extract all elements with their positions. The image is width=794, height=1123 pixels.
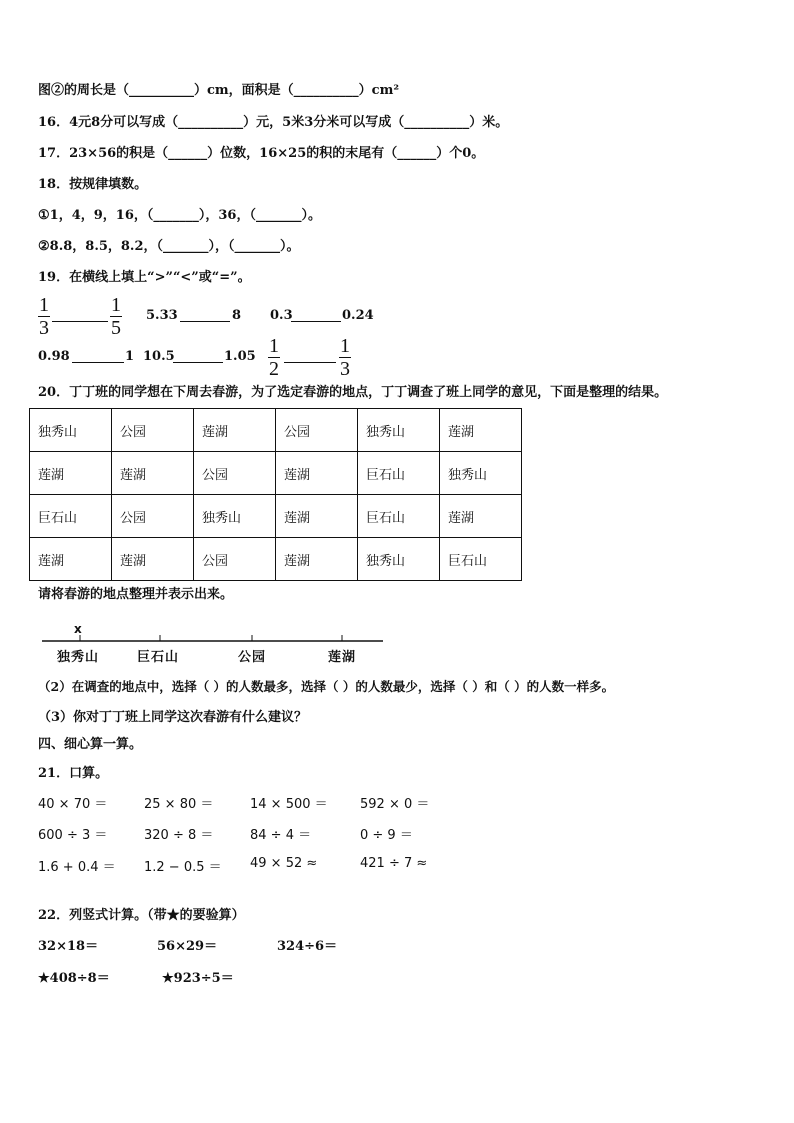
survey-cell: 独秀山 — [30, 409, 112, 452]
answer-blank[interactable] — [291, 321, 341, 322]
compare-right-1: 1 — [125, 349, 135, 364]
survey-cell: 独秀山 — [440, 452, 522, 495]
compare-right-1-05: 1.05 — [224, 349, 256, 364]
survey-cell: 公园 — [276, 409, 358, 452]
question-figure2: 图②的周长是（__________）cm，面积是（__________）cm² — [38, 83, 400, 98]
answer-blank[interactable] — [284, 362, 336, 363]
fraction-1-3b — [339, 336, 351, 379]
question-18-line2: ②8.8，8.5，8.2，（_______），（_______）。 — [38, 239, 300, 254]
mental-math-item: 1.6 + 0.4 ＝ — [38, 860, 116, 875]
survey-cell: 独秀山 — [358, 409, 440, 452]
numerator: 1 — [340, 335, 350, 357]
survey-cell: 巨石山 — [30, 495, 112, 538]
mental-math-item: 40 × 70 ＝ — [38, 797, 108, 812]
survey-cell: 莲湖 — [276, 538, 358, 581]
survey-cell: 莲湖 — [194, 409, 276, 452]
answer-blank[interactable] — [52, 321, 108, 322]
calc-324div6: 324÷6＝ — [277, 939, 338, 954]
fraction-1-5 — [110, 295, 122, 338]
denominator: 3 — [340, 358, 350, 380]
mental-math-item: 49 × 52 ≈ — [250, 856, 318, 871]
survey-cell: 公园 — [112, 409, 194, 452]
mental-math-item: 14 × 500 ＝ — [250, 797, 328, 812]
survey-cell: 莲湖 — [30, 452, 112, 495]
answer-blank[interactable] — [173, 362, 223, 363]
question-20-sub3: （3）你对丁丁班上同学这次春游有什么建议？ — [38, 710, 308, 725]
compare-left-0-3: 0.3 — [270, 308, 293, 323]
survey-cell: 独秀山 — [194, 495, 276, 538]
denominator: 2 — [269, 358, 279, 380]
mental-math-item: 592 × 0 ＝ — [360, 797, 430, 812]
question-20-sub2: （2）在调查的地点中，选择（ ）的人数最多，选择（ ）的人数最少，选择（ ）和（ ）的人数一样多。 — [38, 679, 615, 694]
compare-left-5-33: 5.33 — [146, 308, 178, 323]
survey-cell: 公园 — [112, 495, 194, 538]
answer-blank[interactable] — [72, 362, 124, 363]
fraction-1-3 — [38, 295, 50, 338]
question-21-title: 21．口算。 — [38, 766, 109, 781]
calc-408div8: ★408÷8＝ — [38, 971, 110, 986]
numerator: 1 — [269, 335, 279, 357]
mental-math-item: 0 ÷ 9 ＝ — [360, 828, 413, 843]
compare-right-0-24: 0.24 — [342, 308, 374, 323]
question-17: 17．23×56的积是（______）位数，16×25的积的末尾有（______）个0。 — [38, 146, 485, 161]
axis-label-lianhu: 莲湖 — [328, 650, 357, 665]
survey-cell: 公园 — [194, 538, 276, 581]
question-20-instruction: 请将春游的地点整理并表示出来。 — [38, 587, 234, 602]
survey-cell: 莲湖 — [440, 409, 522, 452]
calc-32x18: 32×18＝ — [38, 939, 99, 954]
denominator: 3 — [39, 317, 49, 339]
fraction-1-2 — [268, 336, 280, 379]
mental-math-item: 84 ÷ 4 ＝ — [250, 828, 312, 843]
survey-table — [29, 408, 522, 581]
mental-math-item: 600 ÷ 3 ＝ — [38, 828, 108, 843]
mental-math-item: 1.2 − 0.5 ＝ — [144, 860, 222, 875]
calc-56x29: 56×29＝ — [157, 939, 218, 954]
survey-row — [30, 538, 522, 581]
axis-label-jushishan: 巨石山 — [137, 650, 180, 665]
survey-cell: 独秀山 — [358, 538, 440, 581]
section-4-heading: 四、细心算一算。 — [38, 737, 143, 752]
answer-blank[interactable] — [180, 321, 230, 322]
question-22-title: 22．列竖式计算。（带★的要验算） — [38, 908, 245, 923]
compare-right-8: 8 — [232, 308, 242, 323]
question-19-title: 19．在横线上填上“>”“<”或“=”。 — [38, 270, 251, 285]
numerator: 1 — [39, 294, 49, 316]
mental-math-item: 421 ÷ 7 ≈ — [360, 856, 428, 871]
axis-label-dushan: 独秀山 — [57, 650, 100, 665]
question-18-line1: ①1，4，9，16，（_______），36，（_______）。 — [38, 208, 321, 223]
survey-cell: 莲湖 — [112, 452, 194, 495]
survey-cell: 巨石山 — [358, 452, 440, 495]
survey-row — [30, 452, 522, 495]
survey-cell: 莲湖 — [112, 538, 194, 581]
survey-cell: 莲湖 — [276, 495, 358, 538]
compare-left-10-5: 10.5 — [143, 349, 175, 364]
survey-row — [30, 409, 522, 452]
mental-math-item: 320 ÷ 8 ＝ — [144, 828, 214, 843]
axis-label-park: 公园 — [238, 650, 267, 665]
survey-cell: 巨石山 — [440, 538, 522, 581]
survey-cell: 莲湖 — [30, 538, 112, 581]
survey-row — [30, 495, 522, 538]
survey-cell: 莲湖 — [276, 452, 358, 495]
tally-mark: x — [74, 622, 82, 636]
numerator: 1 — [111, 294, 121, 316]
survey-cell: 莲湖 — [440, 495, 522, 538]
mental-math-item: 25 × 80 ＝ — [144, 797, 214, 812]
question-18-title: 18．按规律填数。 — [38, 177, 148, 192]
question-16: 16．4元8分可以写成（__________）元，5米3分米可以写成（__________）米。 — [38, 115, 509, 130]
compare-left-0-98: 0.98 — [38, 349, 70, 364]
denominator: 5 — [111, 317, 121, 339]
survey-cell: 公园 — [194, 452, 276, 495]
calc-923div5: ★923÷5＝ — [162, 971, 234, 986]
question-20-title: 20．丁丁班的同学想在下周去春游，为了选定春游的地点，丁丁调查了班上同学的意见，下面是整理的结果。 — [38, 385, 668, 400]
survey-cell: 巨石山 — [358, 495, 440, 538]
